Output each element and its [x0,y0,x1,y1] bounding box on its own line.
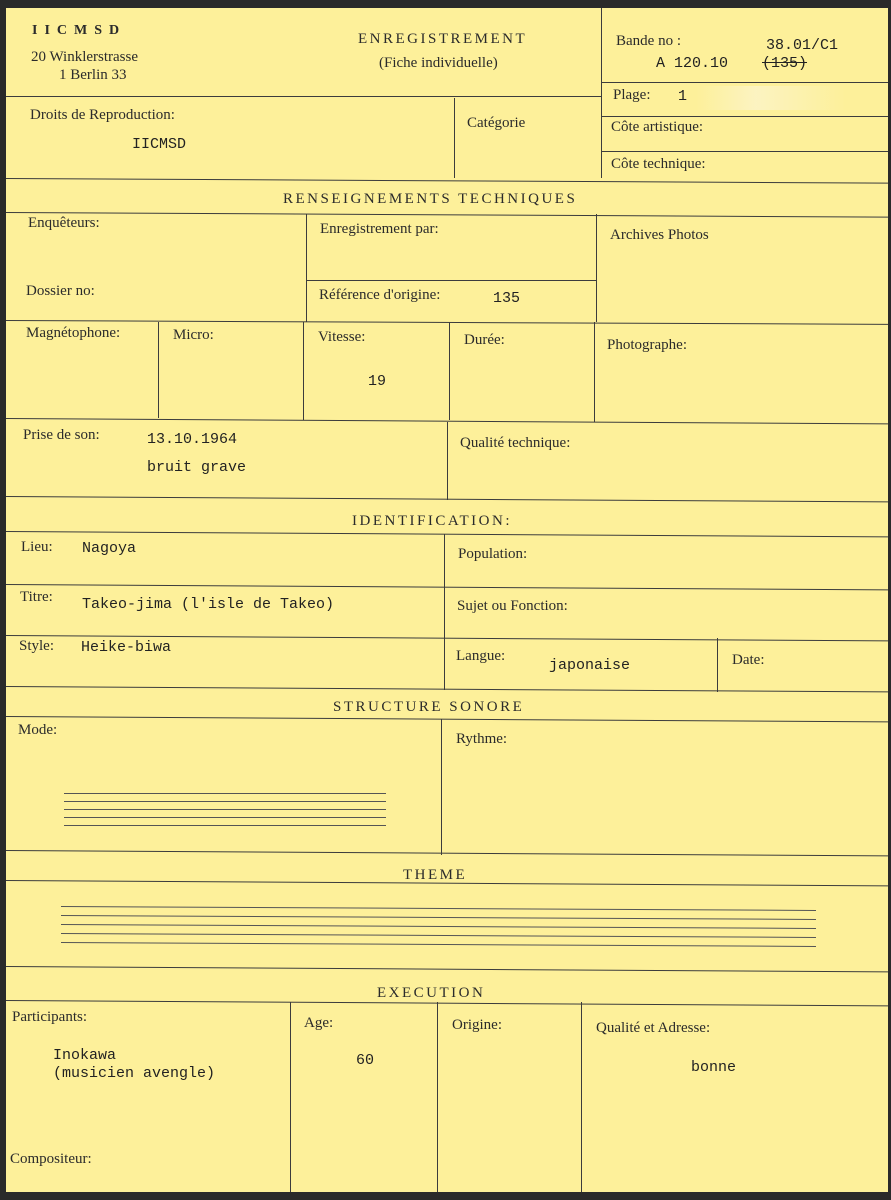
participant-note: (musicien avengle) [53,1065,216,1082]
compositeur-label: Compositeur: [10,1151,92,1167]
rule-dossier-bottom [6,320,888,325]
participant-name: Inokawa [53,1047,117,1064]
rule-rights-bottom [6,178,888,184]
micro-label: Micro: [173,327,214,343]
index-card [6,8,888,1192]
langue-value: japonaise [549,657,631,674]
magnetophone-label: Magnétophone: [26,325,121,341]
rule-v-archives-left [596,214,597,322]
rule-bande-bottom [601,82,888,83]
mode-label: Mode: [18,722,58,738]
rule-v-header-right [601,8,602,178]
rule-v-ident-mid [444,534,445,690]
age-value: 60 [356,1052,375,1069]
address-line1: 20 Winklerstrasse [31,49,139,65]
section-title-theme: THEME [403,867,468,883]
rule-v-qualite-left [447,422,448,500]
vitesse-value: 19 [368,373,387,390]
qualite-technique-label: Qualité technique: [460,435,571,451]
mode-staff-line [64,793,386,794]
participants-label: Participants: [12,1009,87,1025]
mode-staff-line [64,825,386,826]
rule-cote-mid [601,151,888,152]
bande-value-2: A 120.10 [656,55,729,72]
duree-label: Durée: [464,332,505,348]
dossier-label: Dossier no: [26,283,95,299]
rule-plage-bottom [601,116,888,117]
lieu-value: Nagoya [82,540,137,557]
rule-header-bottom [6,96,601,97]
sujet-label: Sujet ou Fonction: [457,598,568,614]
style-label: Style: [19,638,55,654]
section-title-structure: STRUCTURE SONORE [333,699,525,715]
categorie-label: Catégorie [467,115,526,131]
population-label: Population: [458,546,528,562]
style-value: Heike-biwa [81,639,172,656]
theme-staff-line [61,942,816,947]
rule-v-origine-left [437,1002,438,1192]
titre-value: Takeo-jima (l'isle de Takeo) [82,596,335,613]
qualite-adresse-value: bonne [691,1059,737,1076]
age-label: Age: [304,1015,334,1031]
prise-label: Prise de son: [23,427,100,443]
org-logo: IICMSD [32,23,127,38]
rule-enreg-bottom [306,280,596,281]
theme-staff-line [61,924,816,929]
plage-value: 1 [678,88,688,105]
qualite-adresse-label: Qualité et Adresse: [596,1020,711,1036]
cote-technique-label: Côte technique: [611,156,706,172]
titre-label: Titre: [20,589,53,605]
date-label: Date: [732,652,765,668]
mode-staff-line [64,801,386,802]
rythme-label: Rythme: [456,731,508,747]
enqueteurs-label: Enquêteurs: [28,215,100,231]
rule-ident-title-bottom [6,531,888,537]
rule-v-micro-left [158,322,159,418]
rule-tech-title-bottom [6,212,888,218]
enregistrement-par-label: Enregistrement par: [320,221,439,237]
lieu-label: Lieu: [21,539,53,555]
rule-v-date-left [717,638,718,692]
section-title-identification: IDENTIFICATION: [352,513,512,529]
plage-label: Plage: [613,87,651,103]
section-title-techniques: RENSEIGNEMENTS TECHNIQUES [283,191,578,207]
vitesse-label: Vitesse: [318,329,366,345]
origine-label: Origine: [452,1017,502,1033]
reference-value: 135 [493,290,521,307]
rule-lieu-bottom [6,584,888,590]
rule-style-bottom [6,686,888,692]
rule-v-vitesse-left [303,322,304,420]
rule-v-categorie-left [454,98,455,178]
address-line2: 1 Berlin 33 [59,67,127,83]
prise-note: bruit grave [147,459,247,476]
form-title: ENREGISTREMENT [358,31,528,47]
eraser-smudge [696,86,846,110]
rule-v-struct-mid [441,719,442,855]
theme-staff-line [61,915,816,920]
rule-theme-bottom [6,966,888,972]
form-subtitle: (Fiche individuelle) [379,55,498,71]
droits-label: Droits de Reproduction: [30,107,175,123]
rule-v-photographe-left [594,322,595,422]
prise-date: 13.10.1964 [147,431,238,448]
rule-v-age-left [290,1002,291,1192]
rule-struct-bottom [6,850,888,856]
bande-value-1: 38.01/C1 [766,37,839,54]
mode-staff-line [64,809,386,810]
archives-photos-label: Archives Photos [610,227,709,243]
photographe-label: Photographe: [607,337,687,353]
rule-v-qualite-adresse-left [581,1002,582,1192]
droits-value: IICMSD [132,136,187,153]
rule-v-enreg-left [306,214,307,322]
rule-v-duree-left [449,322,450,420]
langue-label: Langue: [456,648,506,664]
theme-staff-line [61,906,816,911]
theme-staff-line [61,933,816,938]
rule-struct-title-bottom [6,716,888,722]
bande-label: Bande no : [616,33,681,49]
bande-value-struck: (135) [762,55,808,72]
reference-label: Référence d'origine: [319,287,441,303]
section-title-execution: EXECUTION [377,985,486,1001]
cote-artistique-label: Côte artistique: [611,119,704,135]
mode-staff-line [64,817,386,818]
